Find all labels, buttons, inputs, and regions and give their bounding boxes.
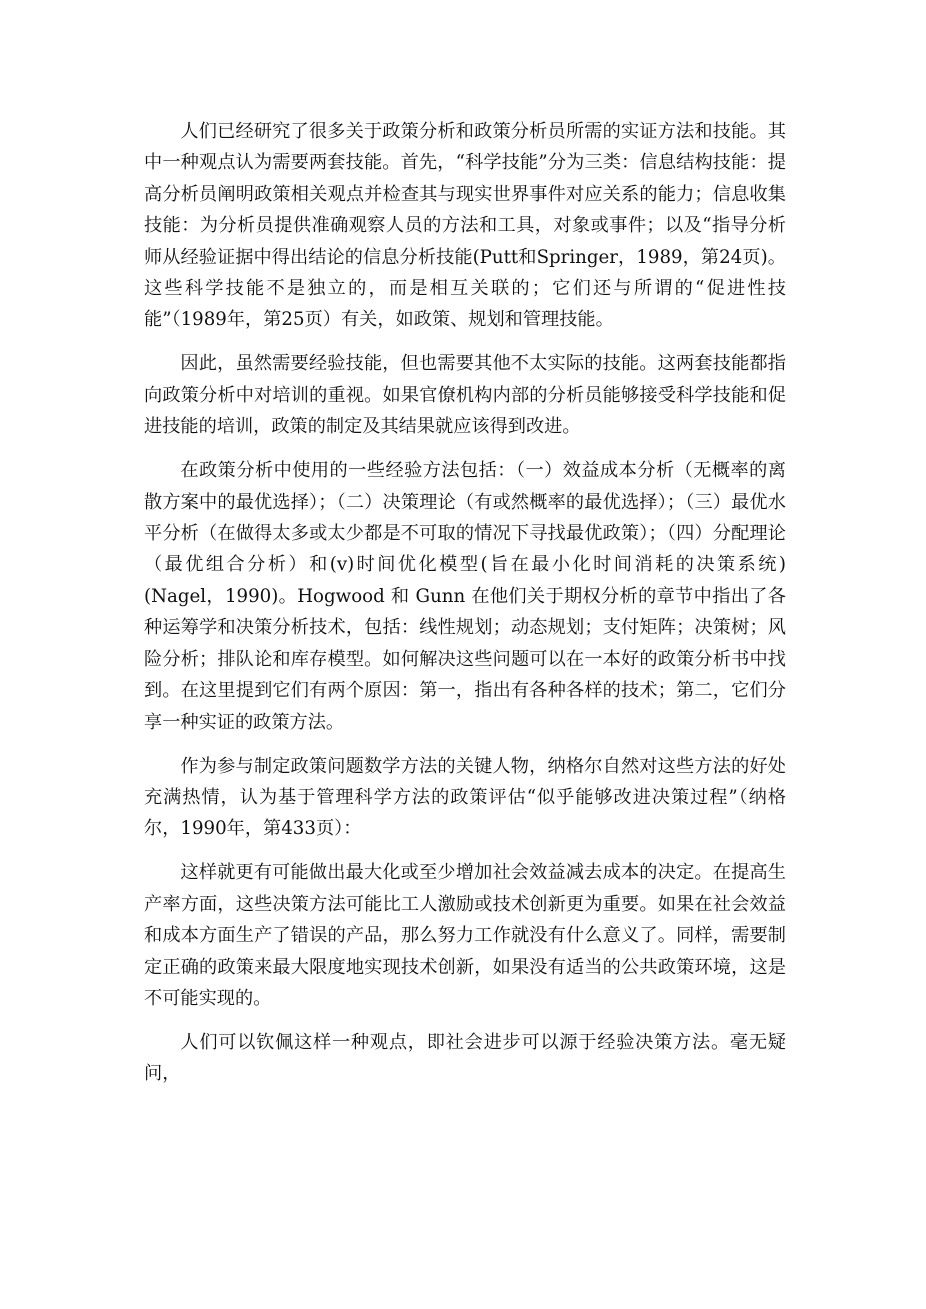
paragraph-nagel-quote: 这样就更有可能做出最大化或至少增加社会效益减去成本的决定。在提高生产率方面，这些决策方法可能比工人激励或技术创新更为重要。如果在社会效益和成本方面生产了错误的产品，那么努力工作就没有什么意义了。同样，需要制定正确的政策来最大限度地实现技术创新，如果没有适当的公共政策环境，这是不可能实现的。 xyxy=(144,862,786,1009)
paragraph-training-emphasis: 因此，虽然需要经验技能，但也需要其他不太实际的技能。这两套技能都指向政策分析中对培训的重视。如果官僚机构内部的分析员能够接受科学技能和促进技能的培训，政策的制定及其结果就应该得到改进。 xyxy=(144,353,786,438)
paragraph-empirical-methods: 在政策分析中使用的一些经验方法包括：（一）效益成本分析（无概率的离散方案中的最优选择）；（二）决策理论（有或然概率的最优选择）；（三）最优水平分析（在做得太多或太少都是不可取的情况下寻找最优政策）；（四）分配理论（最优组合分析）和(v)时间优化模型(旨在最小化时间消耗的决策系统)(Nagel，1990)。Hogwood 和 Gunn 在他们关于期权分析的章节中指出了各种运筹学和决策分析技术，包括：线性规划；动态规划；支付矩阵；决策树；风险分析；排队论和库存模型。如何解决这些问题可以在一本好的政策分析书中找到。在这里提到它们有两个原因：第一，指出有各种各样的技术；第二，它们分享一种实证的政策方法。 xyxy=(144,460,786,733)
paragraph-nagel-view: 作为参与制定政策问题数学方法的关键人物，纳格尔自然对这些方法的好处充满热情，认为基于管理科学方法的政策评估“似乎能够改进决策过程”（纳格尔，1990年，第433页）： xyxy=(144,755,786,840)
paragraph-social-progress: 人们可以钦佩这样一种观点，即社会进步可以源于经验决策方法。毫无疑问， xyxy=(144,1031,786,1085)
paragraph-empirical-skills: 人们已经研究了很多关于政策分析和政策分析员所需的实证方法和技能。其中一种观点认为需要两套技能。首先，“科学技能”分为三类：信息结构技能：提高分析员阐明政策相关观点并检查其与现实世界事件对应关系的能力；信息收集技能：为分析员提供准确观察人员的方法和工具，对象或事件；以及“指导分析师从经验证据中得出结论的信息分析技能(Putt和Springer，1989，第24页)。这些科学技能不是独立的，而是相互关联的；它们还与所谓的“促进性技能”（1989年，第25页）有关，如政策、规划和管理技能。 xyxy=(144,121,786,331)
document-body xyxy=(144,116,786,1090)
